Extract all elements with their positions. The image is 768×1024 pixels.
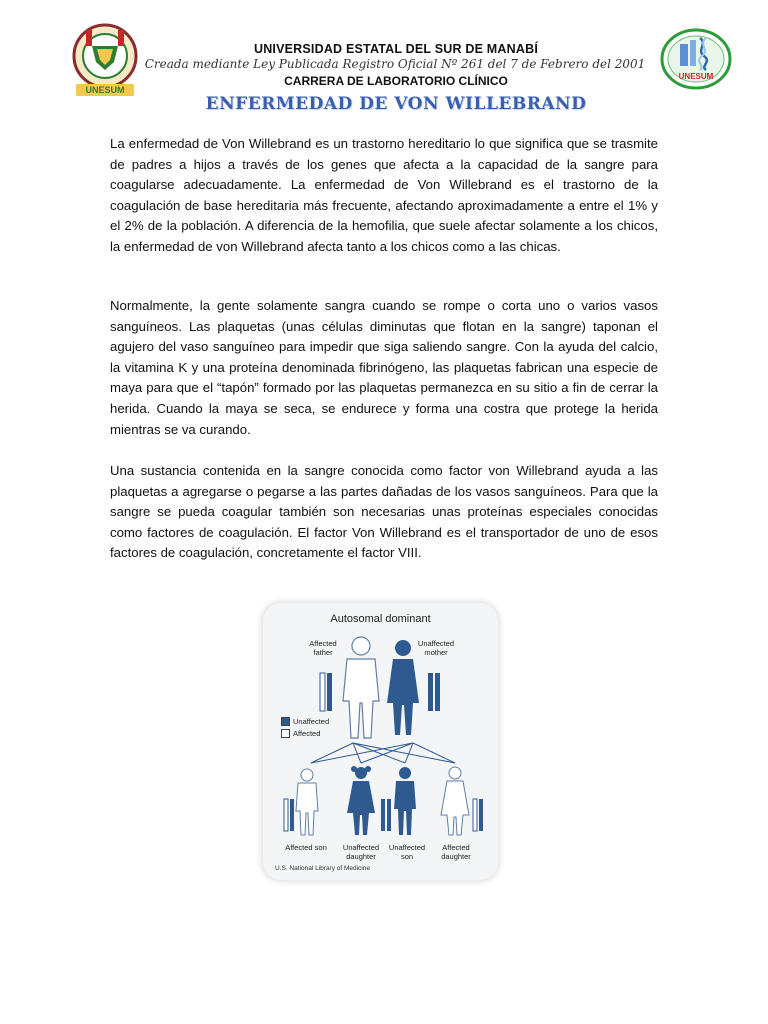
legend-light-swatch (281, 729, 290, 738)
father-chromosomes (320, 673, 332, 711)
label-unaffected-son: Unaffected son (388, 843, 426, 861)
right-logo-text: UNESUM (678, 72, 714, 81)
paragraph-1: La enfermedad de Von Willebrand es un trastorno hereditario lo que significa que se trasmite de padres a hijos a través de los genes que afecta a la capacidad de la sangre para coagularse adecuadamente. La enfermedad de Von Willebrand es el trastorno de la coagulación de base hereditaria más frecuente, afectando aproximadamente a entre el 1% y el 2% de la población. A diferencia de la hemofilia, que suele afectar solamente a los chicos, la enfermedad de von Willebrand afecta tanto a los chicos como a las chicas. (110, 136, 658, 254)
legend-affected (281, 729, 320, 738)
label-affected-daughter: Affected daughter (441, 843, 471, 861)
label-affected-father: Affected father (309, 639, 337, 657)
label-affected-son: Affected son (285, 843, 327, 852)
legend-unaffected (281, 717, 329, 726)
inheritance-figure (263, 603, 498, 880)
child-unaffected-daughter (347, 766, 391, 835)
creation-decree: Creada mediante Ley Publicada Registro Oficial Nº 261 del 7 de Febrero del 2001 (144, 57, 646, 71)
unesum-logo (660, 28, 732, 90)
left-logo-text: UNESUM (85, 85, 125, 95)
paragraph-2: Normalmente, la gente solamente sangra cuando se rompe o corta uno o varios vasos sanguíneos. Las plaquetas (unas células diminutas que flotan en la sangre) taponan el agujero del vaso sanguíneo para impedir que siga saliendo sangre. Con la ayuda del calcio, la vitamina K y una proteína denominada fibrinógeno, las plaquetas fabrican una especie de maya para que el “tapón” formado por las plaquetas permanezca en su sitio a fin de cerrar la herida. Cuando la maya se seca, se endurece y forma una costra que protege la herida mientras se va curando. (110, 298, 658, 437)
page-title: ENFERMEDAD DE VON WILLEBRAND (205, 94, 587, 114)
figure-title: Autosomal dominant (330, 613, 431, 625)
father-figure (343, 637, 379, 738)
figure-credit: U.S. National Library of Medicine (275, 865, 371, 872)
legend-dark-swatch (281, 717, 290, 726)
child-affected-son (284, 769, 318, 835)
mother-chromosomes (428, 673, 440, 711)
inheritance-diagram (263, 603, 498, 880)
inheritance-lines (311, 743, 455, 763)
legend-affected-label: Affected (293, 729, 321, 738)
career-name: CARRERA DE LABORATORIO CLÍNICO (284, 74, 508, 88)
paragraph-3: Una sustancia contenida en la sangre conocida como factor von Willebrand ayuda a las plaquetas a agregarse o pegarse a las partes dañadas de los vasos sanguíneos. Para que la sangre se pueda coagular también son necesarias unas proteínas especiales conocidas como factores de coagulación. El factor Von Willebrand es el transportador de uno de esos factores de coagulación, concretamente el factor VIII. (110, 463, 658, 561)
child-unaffected-son (394, 767, 416, 835)
child-affected-daughter (441, 767, 483, 835)
university-crest-logo (70, 22, 140, 100)
label-unaffected-daughter: Unaffected daughter (342, 843, 380, 861)
label-unaffected-mother: Unaffected mother (417, 639, 455, 657)
legend-unaffected-label: Unaffected (293, 717, 330, 726)
university-name: UNIVERSIDAD ESTATAL DEL SUR DE MANABÍ (253, 42, 539, 56)
